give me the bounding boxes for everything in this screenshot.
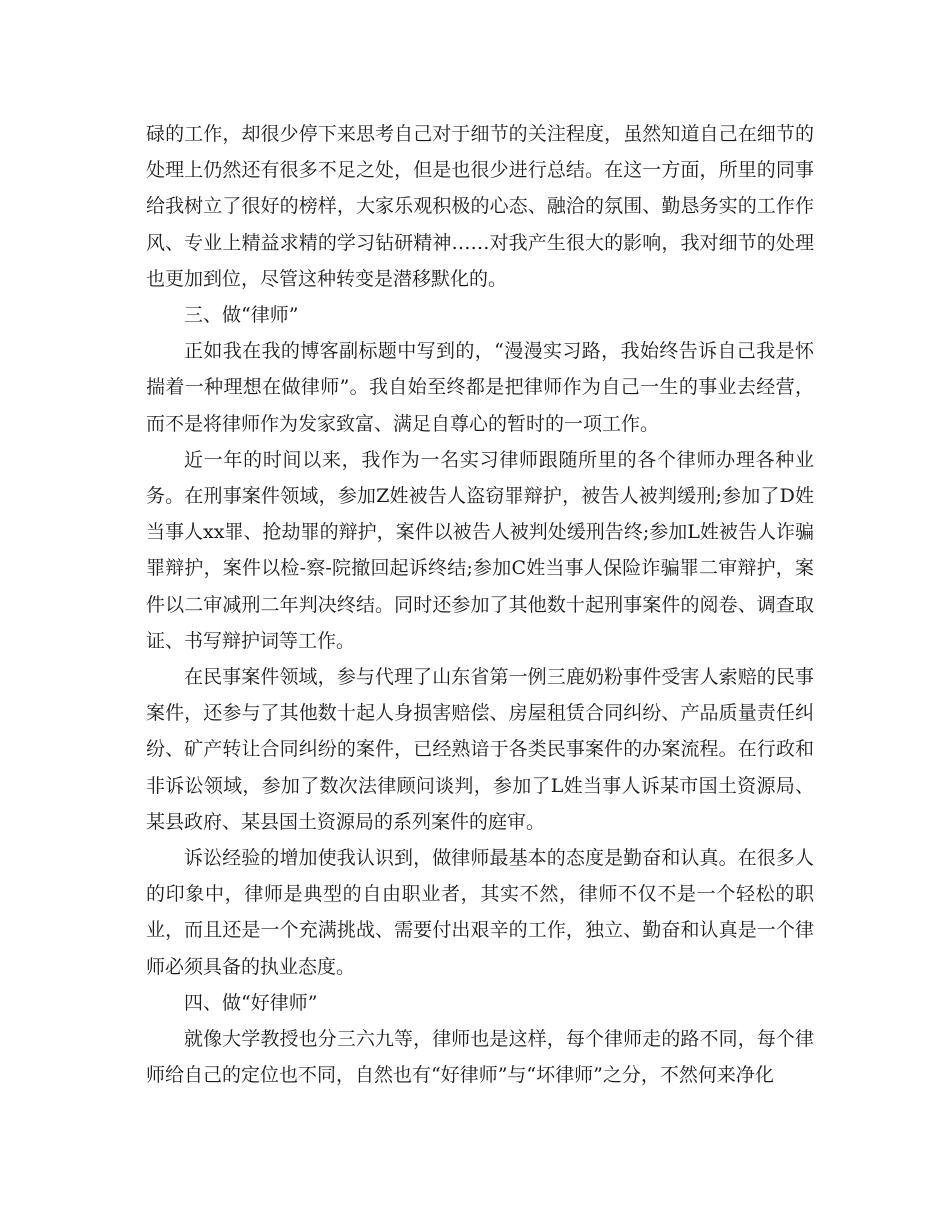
body-paragraph-criminal-cases: 近一年的时间以来，我作为一名实习律师跟随所里的各个律师办理各种业务。在刑事案件领域，参加Z姓被告人盗窃罪辩护，被告人被判缓刑;参加了D姓当事人xx罪、抢劫罪的辩护，案件以被告人被判处缓刑告终;参加L姓被告人诈骗罪辩护，案件以检-察-院撤回起诉终结;参加C姓当事人保险诈骗罪二审辩护，案件以二审减刑二年判决终结。同时还参加了其他数十起刑事案件的阅卷、调查取证、书写辩护词等工作。: [146, 448, 814, 652]
section-heading-lawyer: 三、做“律师”: [184, 304, 299, 327]
body-paragraph-good-bad-lawyer: 就像大学教授也分三六九等，律师也是这样，每个律师走的路不同，每个律师给自己的定位也不同，自然也有“好律师”与“坏律师”之分，不然何来净化: [146, 1028, 814, 1087]
body-paragraph-continued: 碌的工作，却很少停下来思考自己对于细节的关注程度，虽然知道自己在细节的处理上仍然还有很多不足之处，但是也很少进行总结。在这一方面，所里的同事给我树立了很好的榜样，大家乐观积极的心态、融洽的氛围、勤恳务实的工作作风、专业上精益求精的学习钻研精神……对我产生很大的影响，我对细节的处理也更加到位，尽管这种转变是潜移默化的。: [146, 123, 814, 290]
document-body: [146, 116, 814, 1093]
section-heading-good-lawyer: 四、做“好律师”: [184, 991, 318, 1014]
body-paragraph-diligence: 诉讼经验的增加使我认识到，做律师最基本的态度是勤奋和认真。在很多人的印象中，律师是典型的自由职业者，其实不然，律师不仅不是一个轻松的职业，而且还是一个充满挑战、需要付出艰辛的工作，独立、勤奋和认真是一个律师必须具备的执业态度。: [146, 847, 814, 978]
body-paragraph-ideal: 正如我在我的博客副标题中写到的，“漫漫实习路，我始终告诉自己我是怀揣着一种理想在做律师”。我自始至终都是把律师作为自己一生的事业去经营，而不是将律师作为发家致富、满足自尊心的暂时的一项工作。: [146, 340, 814, 435]
body-paragraph-civil-cases: 在民事案件领域，参与代理了山东省第一例三鹿奶粉事件受害人索赔的民事案件，还参与了其他数十起人身损害赔偿、房屋租赁合同纠纷、产品质量责任纠纷、矿产转让合同纠纷的案件，已经熟谙于各类民事案件的办案流程。在行政和非诉讼领域，参加了数次法律顾问谈判，参加了L姓当事人诉某市国土资源局、某县政府、某县国土资源局的系列案件的庭审。: [146, 666, 814, 833]
